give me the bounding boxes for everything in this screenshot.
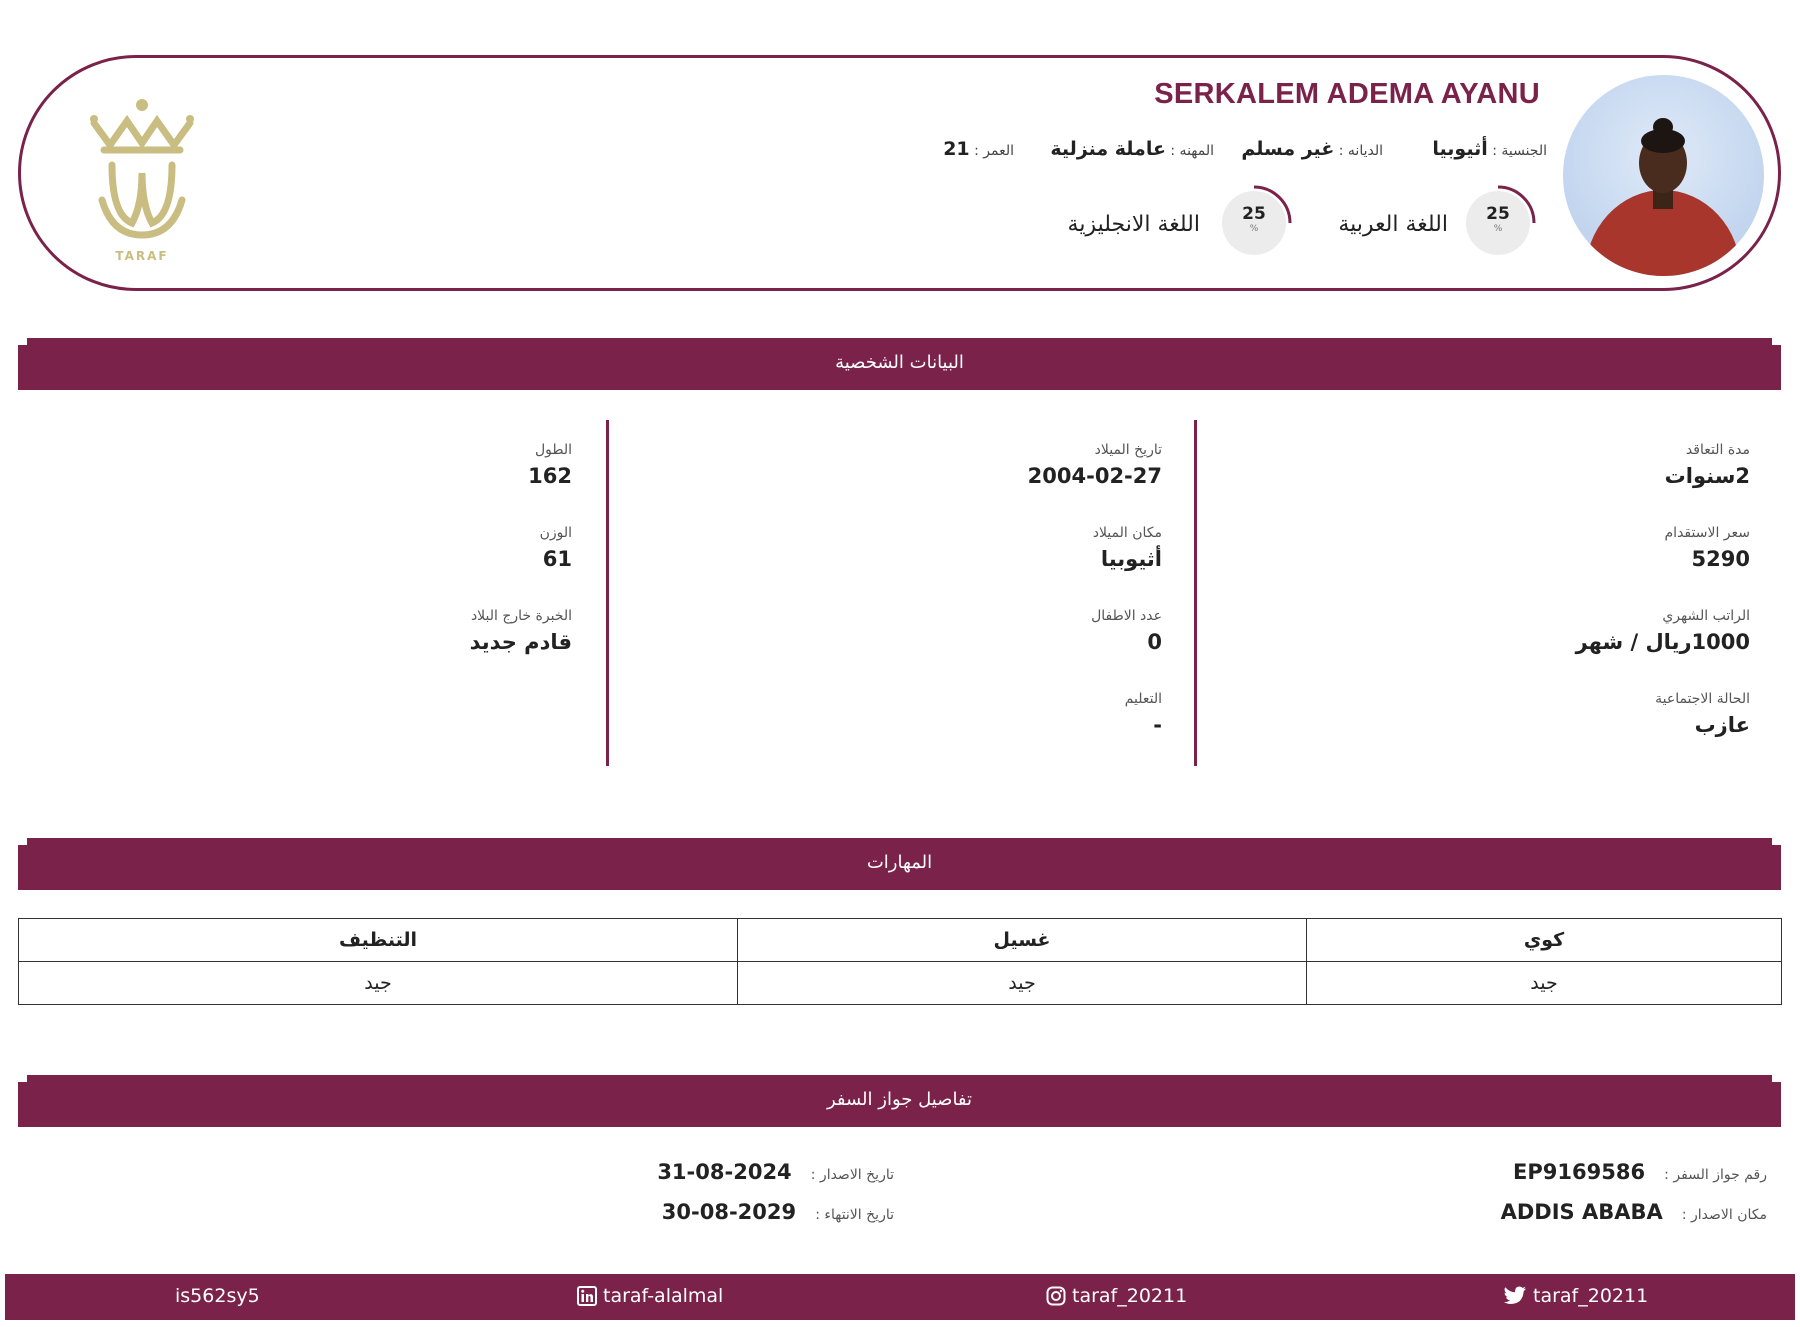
arabic-language-label: اللغة العربية (1338, 212, 1448, 237)
nationality-label: الجنسية : (1492, 143, 1547, 159)
arabic-percent: 25 (1486, 204, 1510, 224)
field-label: تاريخ الانتهاء : (815, 1207, 894, 1223)
field-value: 2004-02-27 (1027, 464, 1162, 488)
field-label: عدد الاطفال (1091, 608, 1162, 624)
linkedin-handle: taraf-alalmal (603, 1285, 724, 1307)
arabic-progress-arc (1460, 185, 1536, 261)
age-value: 21 (943, 138, 970, 160)
field-label: مدة التعاقد (1685, 442, 1750, 458)
field-value: 2024-08-31 (657, 1160, 792, 1184)
person-silhouette-icon (1563, 75, 1764, 276)
field-value: 61 (542, 547, 572, 571)
percent-sign: % (1493, 224, 1503, 234)
field-value: عازب (1694, 713, 1750, 737)
skills-section-header: المهارات (18, 838, 1781, 890)
twitter-link[interactable] (1503, 1285, 1648, 1307)
twitter-handle: taraf_20211 (1533, 1285, 1649, 1307)
linkedin-link[interactable] (577, 1285, 723, 1307)
age-field (943, 138, 1014, 160)
nationality-value: أثيوبيا (1432, 138, 1488, 160)
issue-date-field (657, 1160, 894, 1184)
field-value: 2029-08-30 (661, 1200, 797, 1224)
personal-data-section-header: البيانات الشخصية (18, 338, 1781, 390)
skills-level-row (19, 962, 1782, 1005)
field-value: 1000ريال / شهر (1575, 630, 1750, 654)
reference-code-text: is562sy5 (175, 1285, 260, 1307)
monthly-salary-field (1576, 608, 1750, 654)
field-label: الخبرة خارج البلاد (470, 608, 572, 624)
english-language-label: اللغة الانجليزية (1067, 212, 1200, 237)
field-label: الطول (534, 442, 572, 458)
field-label: التعليم (1124, 691, 1162, 707)
children-field (1091, 608, 1162, 654)
birth-place-field (1093, 525, 1162, 571)
taraf-logo (82, 95, 202, 263)
field-value: 5290 (1691, 547, 1750, 571)
field-value: - (1153, 713, 1162, 737)
candidate-photo (1563, 75, 1764, 276)
logo-text: TARAF (115, 249, 169, 263)
weight-field (540, 525, 572, 571)
skill-ironing-header: كوي (1307, 919, 1782, 962)
skill-cleaning-header: التنظيف (19, 919, 738, 962)
skill-washing-level: جيد (738, 962, 1307, 1005)
issue-place-field (1501, 1200, 1767, 1224)
height-field (528, 442, 572, 488)
field-label: مكان الاصدار : (1681, 1207, 1767, 1223)
age-label: العمر : (974, 143, 1014, 159)
experience-field (470, 608, 572, 654)
passport-section-header: تفاصيل جواز السفر (18, 1075, 1781, 1127)
instagram-link[interactable] (1046, 1285, 1187, 1307)
expiry-date-field (662, 1200, 894, 1224)
field-value: EP9169586 (1513, 1160, 1646, 1184)
skill-washing-header: غسيل (738, 919, 1307, 962)
profession-label: المهنه : (1170, 143, 1214, 159)
candidate-name: SERKALEM ADEMA AYANU (1154, 78, 1540, 110)
field-label: تاريخ الميلاد (1094, 442, 1162, 458)
field-value: أثيوبيا (1100, 547, 1162, 571)
linkedin-icon (577, 1286, 597, 1306)
field-label: سعر الاستقدام (1664, 525, 1750, 541)
field-label: تاريخ الاصدار : (810, 1167, 894, 1183)
field-value: قادم جديد (469, 630, 572, 654)
skills-header-row (19, 919, 1782, 962)
profession-value: عاملة منزلية (1050, 138, 1166, 160)
field-value: 0 (1147, 630, 1162, 654)
field-label: رقم جواز السفر : (1664, 1167, 1767, 1183)
percent-sign: % (1249, 224, 1259, 234)
english-progress-arc (1216, 185, 1292, 261)
field-value: 2سنوات (1664, 464, 1750, 488)
english-percent: 25 (1242, 204, 1266, 224)
skills-table (18, 918, 1782, 1005)
religion-label: الديانه : (1338, 143, 1383, 159)
recruitment-price-field (1665, 525, 1750, 571)
skill-ironing-level: جيد (1307, 962, 1782, 1005)
column-divider (606, 420, 609, 766)
marital-status-field (1655, 691, 1750, 737)
birth-date-field (1028, 442, 1162, 488)
field-label: مكان الميلاد (1092, 525, 1162, 541)
skill-cleaning-level: جيد (19, 962, 738, 1005)
field-label: الراتب الشهري (1662, 608, 1750, 624)
reference-code (175, 1285, 260, 1307)
crown-logo-icon (82, 95, 202, 245)
column-divider (1194, 420, 1197, 766)
field-label: الوزن (539, 525, 572, 541)
passport-number-field (1513, 1160, 1767, 1184)
field-value: ADDIS ABABA (1500, 1200, 1663, 1224)
nationality-field (1432, 138, 1547, 160)
contract-period-field (1665, 442, 1750, 488)
english-level-gauge (1222, 191, 1286, 255)
field-label: الحالة الاجتماعية (1655, 691, 1750, 707)
profession-field (1050, 138, 1214, 160)
twitter-bird-icon (1503, 1286, 1527, 1306)
instagram-handle: taraf_20211 (1072, 1285, 1188, 1307)
footer-bar (5, 1274, 1795, 1320)
education-field (1125, 691, 1162, 737)
instagram-icon (1046, 1286, 1066, 1306)
arabic-level-gauge (1466, 191, 1530, 255)
religion-value: غير مسلم (1241, 138, 1335, 160)
religion-field (1241, 138, 1383, 160)
field-value: 162 (528, 464, 572, 488)
